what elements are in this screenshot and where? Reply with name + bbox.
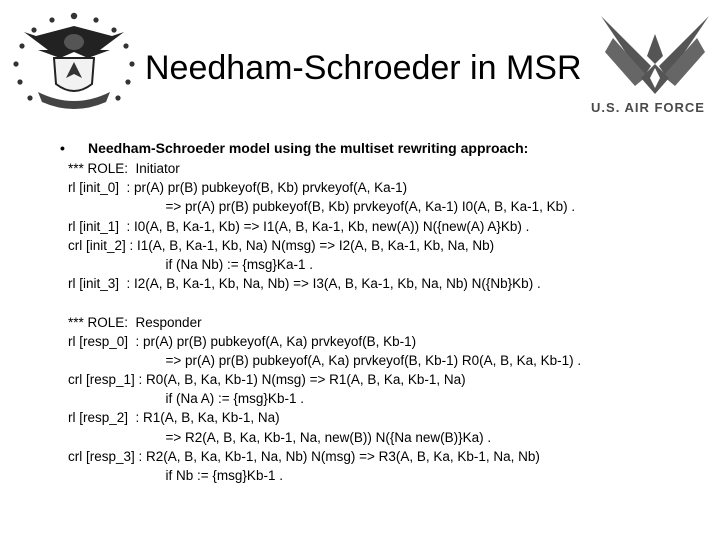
code-line: if (Na A) := {msg}Kb-1 . [68,391,304,407]
air-force-wordmark: U.S. AIR FORCE [591,100,705,115]
bullet-text: Needham-Schroeder model using the multiset rewriting approach: [88,140,529,156]
code-line: crl [init_2] : I1(A, B, Ka-1, Kb, Na) N(msg) => I2(A, B, Ka-1, Kb, Na, Nb) [68,237,495,253]
code-line: rl [init_1] : I0(A, B, Ka-1, Kb) => I1(A, B, Ka-1, Kb, new(A)) N({new(A) A}Kb) . [68,218,530,234]
code-line: rl [resp_0] : pr(A) pr(B) pubkeyof(A, Ka) prvkeyof(B, Kb-1) [68,333,417,349]
slide-title: Needham-Schroeder in MSR [145,49,582,87]
code-blank-line [60,293,710,312]
code-line: rl [init_3] : I2(A, B, Ka-1, Kb, Na, Nb) => I3(A, B, Ka-1, Kb, Na, Nb) N({Nb}Kb) . [68,276,541,292]
bullet-item [60,138,710,158]
code-line: => pr(A) pr(B) pubkeyof(A, Ka) prvkeyof(B, Kb-1) R0(A, B, Ka, Kb-1) . [68,352,582,368]
code-line: => R2(A, B, Ka, Kb-1, Na, new(B)) N({Na new(B)}Ka) . [68,429,492,445]
code-block [60,159,710,485]
code-line: *** ROLE: Responder [68,314,202,330]
code-line: crl [resp_1] : R0(A, B, Ka, Kb-1) N(msg) => R1(A, B, Ka, Kb-1, Na) [68,372,466,388]
academy-seal-logo [8,6,140,116]
code-line: rl [init_0] : pr(A) pr(B) pubkeyof(B, Kb) prvkeyof(A, Ka-1) [68,180,408,196]
code-line: => pr(A) pr(B) pubkeyof(B, Kb) prvkeyof(A, Ka-1) I0(A, B, Ka-1, Kb) . [68,199,576,215]
slide-content [60,138,710,485]
code-line: if Nb := {msg}Kb-1 . [68,468,283,483]
code-line: crl [resp_3] : R2(A, B, Ka, Kb-1, Na, Nb) N(msg) => R3(A, B, Ka, Kb-1, Na, Nb) [68,448,540,464]
code-line: rl [resp_2] : R1(A, B, Ka, Kb-1, Na) [68,410,280,426]
code-line: if (Na Nb) := {msg}Ka-1 . [68,256,313,272]
code-line: *** ROLE: Initiator [68,161,180,176]
bullet-dot-icon: • [60,140,65,156]
